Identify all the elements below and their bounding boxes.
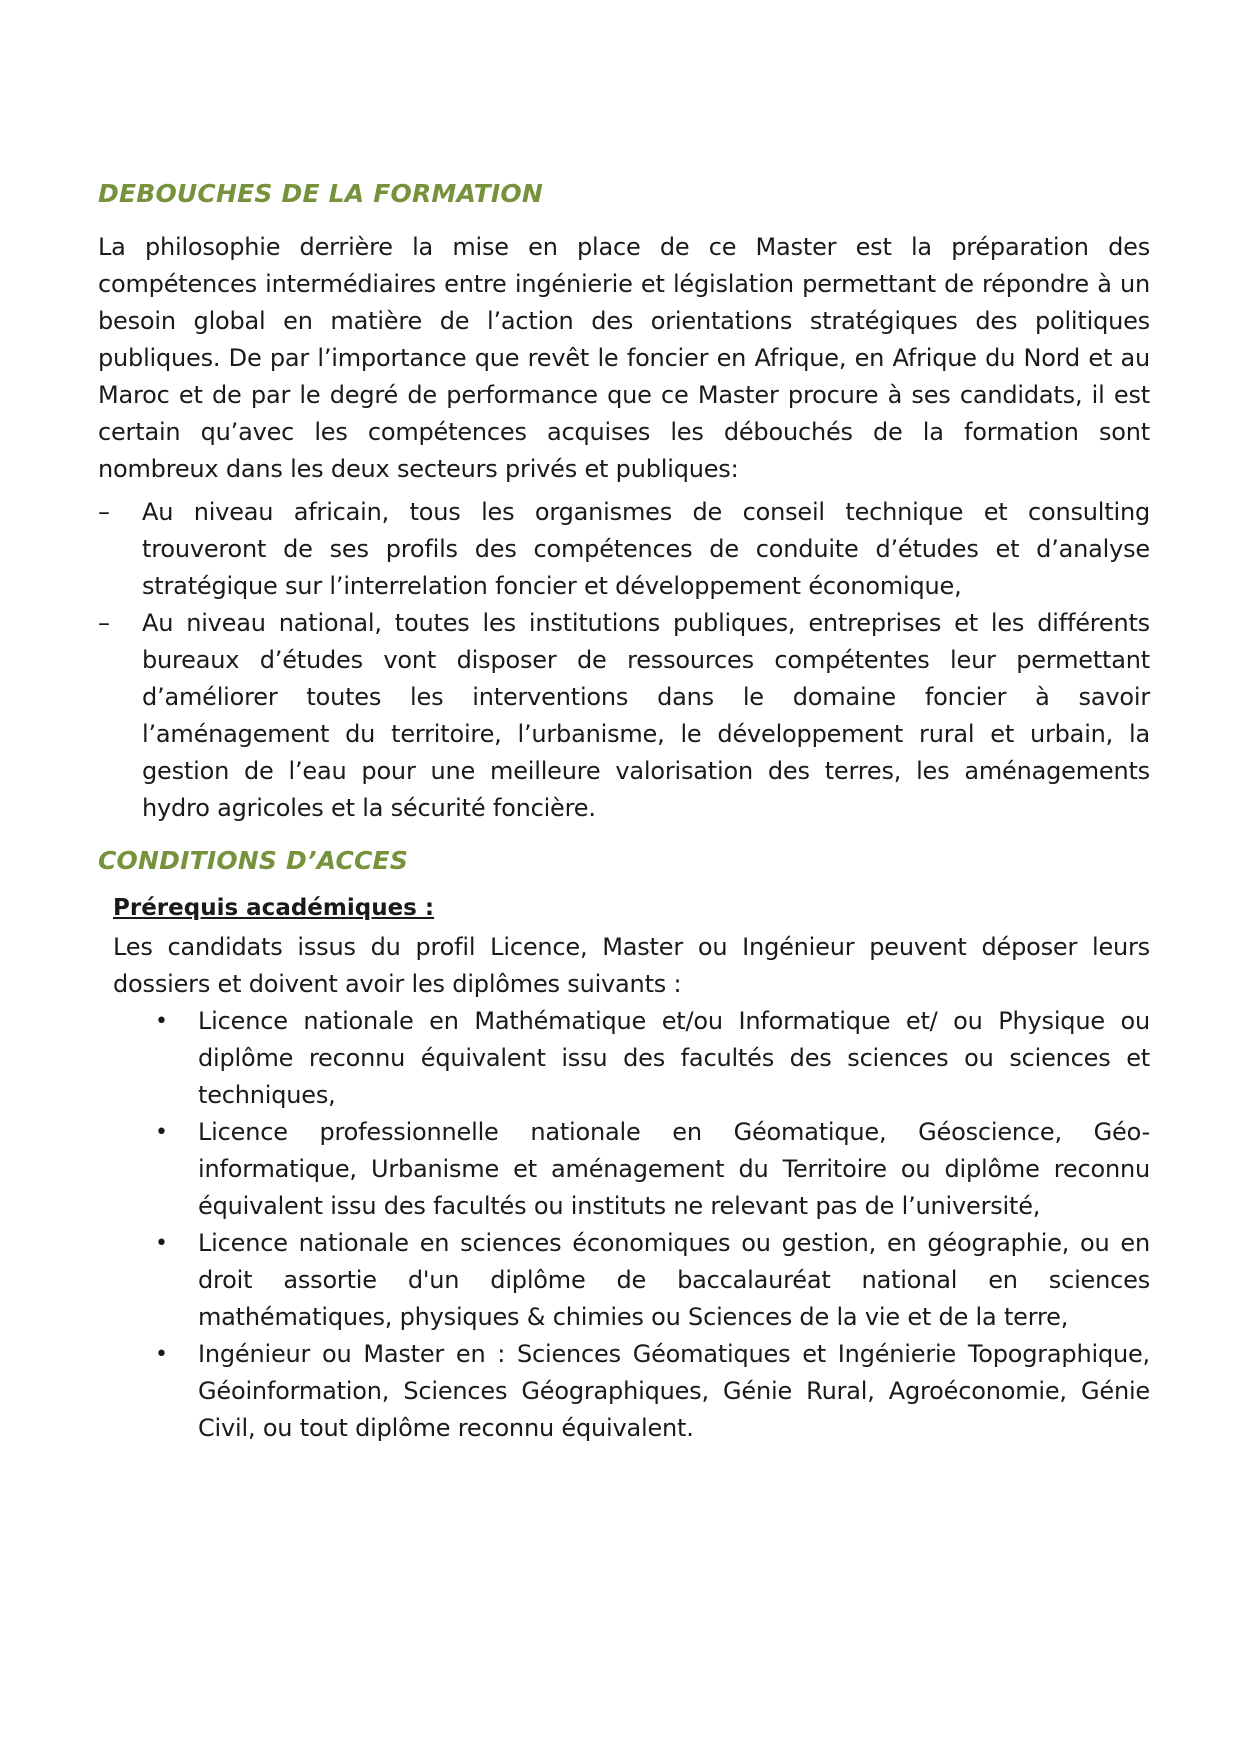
list-item-text: Au niveau africain, tous les organismes de conseil technique et consulting trouveront de ses profils des compétences de conduite d’études et d’analyse stratégique sur l’interrelation foncier et développement économique, bbox=[142, 498, 1150, 600]
section-title-conditions: CONDITIONS D’ACCES bbox=[98, 846, 409, 875]
list-item bbox=[113, 1003, 1150, 1114]
prerequis-paragraph: Les candidats issus du profil Licence, Master ou Ingénieur peuvent déposer leurs dossiers et doivent avoir les diplômes suivants : bbox=[113, 933, 1150, 998]
list-item-text: Licence nationale en Mathématique et/ou Informatique et/ ou Physique ou diplôme reconnu équivalent issu des facultés des sciences ou sciences et techniques, bbox=[198, 1007, 1150, 1109]
diplomes-list bbox=[113, 1003, 1150, 1447]
list-item bbox=[113, 1336, 1150, 1447]
bullet-marker: • bbox=[155, 1120, 168, 1145]
list-item bbox=[98, 494, 1150, 605]
dash-marker: – bbox=[98, 498, 110, 526]
bullet-marker: • bbox=[155, 1009, 168, 1034]
list-item bbox=[98, 605, 1150, 827]
bullet-marker: • bbox=[155, 1231, 168, 1256]
debouches-paragraph: La philosophie derrière la mise en place de ce Master est la préparation des compétences intermédiaires entre ingénierie et législation permettant de répondre à un besoin global en matière de l’action des orientations stratégiques des politiques publiques. De par l’importance que revêt le foncier en Afrique, en Afrique du Nord et au Maroc et de par le degré de performance que ce Master procure à ses candidats, il est certain qu’avec les compétences acquises les débouchés de la formation sont nombreux dans les deux secteurs privés et publiques: bbox=[98, 233, 1150, 483]
prerequis-block bbox=[113, 891, 1150, 1447]
bullet-marker: • bbox=[155, 1342, 168, 1367]
list-item-text: Au niveau national, toutes les institutions publiques, entreprises et les différents bureaux d’études vont disposer de ressources compétentes leur permettant d’améliorer toutes les interventions dans le domaine foncier à savoir l’aménagement du territoire, l’urbanisme, le développement rural et urbain, la gestion de l’eau pour une meilleure valorisation des terres, les aménagements hydro agricoles et la sécurité foncière. bbox=[142, 609, 1150, 822]
document-page bbox=[98, 176, 1150, 1447]
list-item-text: Licence nationale en sciences économiques ou gestion, en géographie, ou en droit assortie d'un diplôme de baccalauréat national en sciences mathématiques, physiques & chimies ou Sciences de la vie et de la terre, bbox=[198, 1229, 1150, 1331]
list-item-text: Ingénieur ou Master en : Sciences Géomatiques et Ingénierie Topographique, Géoinformation, Sciences Géographiques, Génie Rural, Agroéconomie, Génie Civil, ou tout diplôme reconnu équivalent. bbox=[198, 1340, 1150, 1442]
subheading-prerequis: Prérequis académiques : bbox=[113, 895, 435, 921]
debouches-list bbox=[98, 494, 1150, 827]
dash-marker: – bbox=[98, 609, 110, 637]
list-item bbox=[113, 1114, 1150, 1225]
section-title-debouches: DEBOUCHES DE LA FORMATION bbox=[98, 179, 543, 208]
list-item-text: Licence professionnelle nationale en Géomatique, Géoscience, Géo-informatique, Urbanisme et aménagement du Territoire ou diplôme reconnu équivalent issu des facultés ou instituts ne relevant pas de l’université, bbox=[198, 1118, 1150, 1220]
list-item bbox=[113, 1225, 1150, 1336]
